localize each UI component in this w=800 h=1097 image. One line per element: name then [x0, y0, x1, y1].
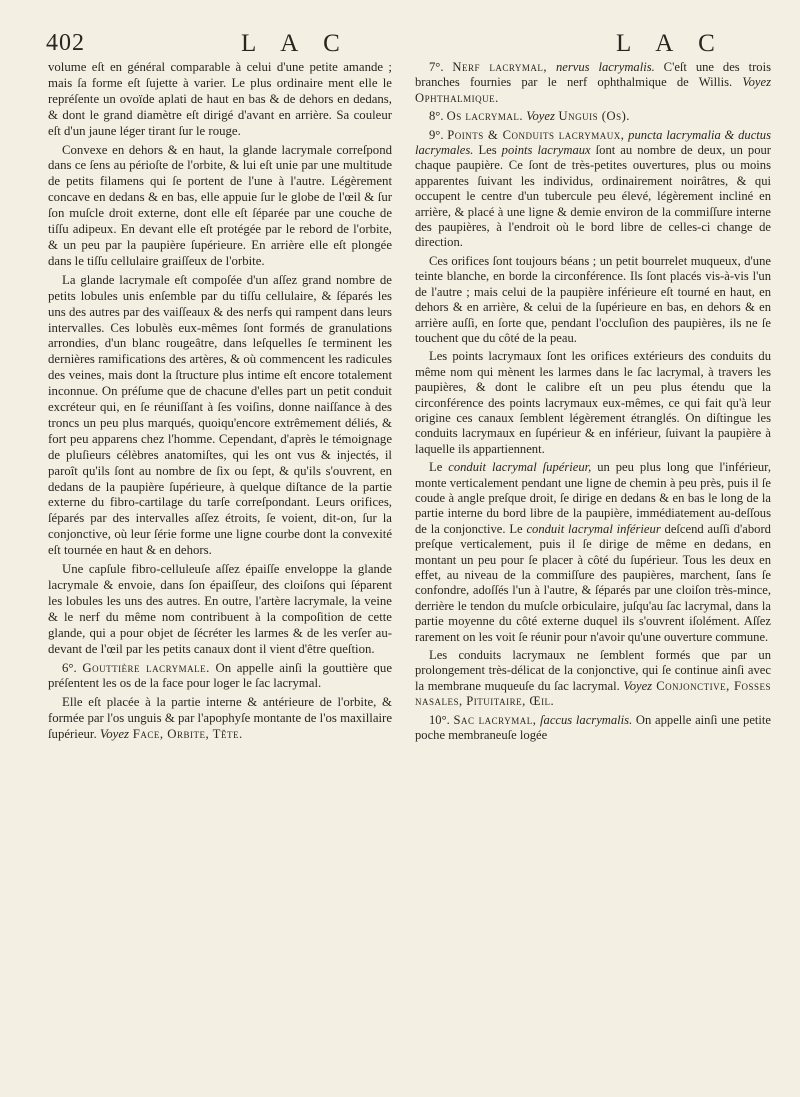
entry-text: deſcend auſſi d'abord preſque verticalement, puis il ſe dirige de même en dedans, en montant un peu pour ſe placer à côté du ſupérieur. Tous les deux en effet, au niveau de la commiſſure des paupières, marchent, ſans ſe confondre, adoſſés l'un à l'autre, & ſéparés par une cloiſon très-mince, derrière le tendon du muſcle orbiculaire, juſqu'au ſac lacrymal, dans la partie moyenne du côté externe duquel ils s'ouvrent iſolément. Aſſez rarement on les voit ſe réunir pour n'avoir qu'une ouverture commune. [415, 521, 771, 644]
left-column [48, 60, 392, 743]
entry-number: 6°. [62, 660, 77, 675]
voyez-label: Voyez [623, 678, 653, 693]
running-head-right: L A C [616, 30, 725, 57]
entry-heading: Os lacrymal. [446, 109, 524, 124]
paragraph: Ces orifices ſont toujours béans ; un petit bourrelet muqueux, d'une teinte blanche, en borde la circonférence. Ils ſont placés vis-à-vis l'un de l'autre ; mais celui de la paupière inférieure eſt tourné en haut, en dehors & en arrière, & celui de la ſupérieure en bas, en dehors & en arrière auſſi, en ſorte que, pendant l'occluſion des paupières, ils ne ſe touchent que du côté de la peau. [415, 253, 771, 345]
latin-term: puncta lacrymalia & ductus lacrymales. [415, 127, 771, 158]
paragraph: Convexe en dehors & en haut, la glande lacrymale correſpond dans ce ſens au périoſte de l'orbite, & lui eſt unie par une multitude de petits filamens qui ſe portent de l'une à l'autre. Légèrement concave en dedans & en bas, elle appuie ſur le globe de l'œil & ſur ſon muſcle droit externe, dont elle eſt ſéparée par une couche de tiſſu adipeux. En devant elle eſt protégée par le rebord de l'orbite, & un peu par la paupière ſupérieure. En arrière elle eſt plongée dans le tiſſu cellulaire graiſſeux de l'orbite. [48, 142, 392, 268]
entry-gouttiere-lacrymale [48, 661, 392, 693]
entry-points-conduits [415, 128, 771, 251]
paragraph: Une capſule fibro-celluleuſe aſſez épaiſſe enveloppe la glande lacrymale & envoie, dans ſon épaiſſeur, des cloiſons qui ſéparent les lobules les uns des autres. En outre, l'artère lacrymale, la veine & le nerf du même nom contribuent à la compoſition de cette glande, qui a pour objet de ſécréter les larmes & de les verſer au-devant de l'œil par les petits canaux dont il vient d'être queſtion. [48, 562, 392, 656]
voyez-label: Voyez [742, 75, 771, 90]
entry-text: ſont au nombre de deux, un pour chaque paupière. Ce ſont de très-petites ouvertures, plus ou moins apparentes ſuivant les individus, ordinairement noirâtres, & qui occupent le centre d'un tubercule peu élevé, légèrement incliné en arrière, & placé à une ligne & demie environ de la commiſſure interne des paupières, à l'endroit où le bord libre de celles-ci change de direction. [415, 143, 772, 250]
cross-reference: Unguis (Os). [554, 109, 630, 124]
paragraph: volume eſt en général comparable à celui d'une petite amande ; mais ſa forme eſt ſujette à varier. Le plus ordinaire ment elle le repréſente un ovoïde aplati de haut en bas & de dehors en dedans, & dont le grand diamètre eſt dirigé d'avant en arrière. Sa couleur eſt d'un jaune léger tirant ſur le rouge. [48, 60, 392, 138]
entry-os-lacrymal [415, 109, 771, 124]
latin-term: ſaccus lacrymalis. [536, 712, 633, 727]
entry-heading: Gouttière lacrymale. [82, 660, 210, 675]
entry-heading: Nerf lacrymal, [452, 60, 548, 74]
entry-sac-lacrymal [415, 713, 771, 744]
entry-text: On appelle ainſi la gouttière que préſentent les os de la face pour loger le ſac lacrymal. [48, 660, 392, 691]
entry-heading: Points & Conduits lacrymaux, [447, 127, 625, 142]
voyez-label: Voyez [526, 109, 555, 124]
term: conduit lacrymal ſupérieur, [448, 460, 592, 475]
entry-text: Le [429, 460, 449, 475]
running-head-left: L A C [241, 30, 350, 57]
entry-nerf-lacrymal [415, 60, 771, 106]
entry-text: C'eſt une des trois branches fournies par le nerf ophthalmique de Willis. [415, 60, 772, 90]
entry-number: 8°. [429, 109, 444, 124]
entry-text: Les conduits lacrymaux ne ſemblent formés que par un prolongement très-délicat de la conjonctive, qui ſe continue ainſi avec la membrane muqueuſe du ſac lacrymal. [415, 648, 771, 693]
term: conduit lacrymal inférieur [526, 521, 661, 536]
entry-text: On appelle ainſi une petite poche membraneuſe logée [415, 712, 771, 743]
entry-text: Elle eſt placée à la partie interne & antérieure de l'orbite, & formée par l'os unguis & par l'apophyſe montante de l'os maxillaire ſupérieur. [48, 695, 392, 742]
latin-term: nervus lacrymalis. [547, 60, 655, 74]
cross-reference: Face, Orbite, Tête. [129, 727, 243, 742]
page-number: 402 [46, 30, 85, 56]
paragraph: La glande lacrymale eſt compoſée d'un aſſez grand nombre de petits lobules unis enſemble par du tiſſu cellulaire, & ſéparés les uns des autres par des vaiſſeaux & des nerfs qui rampent dans leurs intervalles. Ces lobulès eux-mêmes ſont formés de granulations arrondies, d'un blanc rougeâtre, dans leſquelles ſe terminent les dernières ramifications des artères, & où commencent les radicules des veines, mais dont la ſtructure plus intime eſt encore totalement inconnue. On préſume que de chacune d'elles part un petit conduit excréteur qui, en ſe réuniſſant à ſes voiſins, donne naiſſance à des troncs un peu plus marqués, quoiqu'encore extrêmement déliés, & fort peu apparens chez l'homme. Cependant, d'après le témoignage de pluſieurs célèbres anatomiſtes, qui les ont vus & injectés, il paroît qu'ils ſont au nombre de ſix ou ſept, & qu'ils s'ouvrent, en dedans de la paupière ſupérieure, à quelque diſtance de la partie externe du fibro-cartilage du tarſe correſpondant. Leurs orifices, ſéparés par des intervalles aſſez étroits, ſe voient, dit-on, ſur la conjonctive, où leur ſérie forme une ligne courbe dont la convexité eſt tournée en haut & en dehors. [48, 272, 392, 558]
entry-heading: Sac lacrymal, [453, 712, 537, 727]
entry-number: 7°. [429, 60, 444, 74]
paragraph [415, 648, 771, 710]
paragraph: Les points lacrymaux ſont les orifices extérieurs des conduits du même nom qui mènent les larmes dans le ſac lacrymal, à travers les paupières, & dont le calibre eſt un peu plus étendu que la circonférence des points lacrymaux eux-mêmes, ce qui fait qu'à leur origine ces canaux ſemblent légèrement étranglés. On diſtingue les conduits lacrymaux en ſupérieur & en inférieur, ſuivant la paupière à laquelle ils appartiennent. [415, 349, 771, 456]
cross-reference: Conjonctive, Fosses nasales, Pituitaire, Œil. [415, 678, 771, 709]
page-header [46, 30, 770, 60]
entry-text: Les [473, 143, 502, 158]
paragraph [48, 695, 392, 743]
paragraph [415, 460, 771, 645]
entry-text: un peu plus long que l'inférieur, monte verticalement pendant une ligne de chemin à peu près, puis il ſe coude à angle preſque droit, ſe dirige en dedans & en bas le long de la partie interne du bord libre de la paupière, immédiatement au-deſſous de la conjonctive. Le [415, 460, 772, 536]
entry-number: 9°. [429, 127, 444, 142]
term: points lacrymaux [501, 143, 591, 158]
voyez-label: Voyez [99, 727, 130, 742]
cross-reference: Ophthalmique. [415, 90, 499, 105]
right-column [415, 60, 771, 743]
entry-number: 10°. [429, 712, 450, 727]
